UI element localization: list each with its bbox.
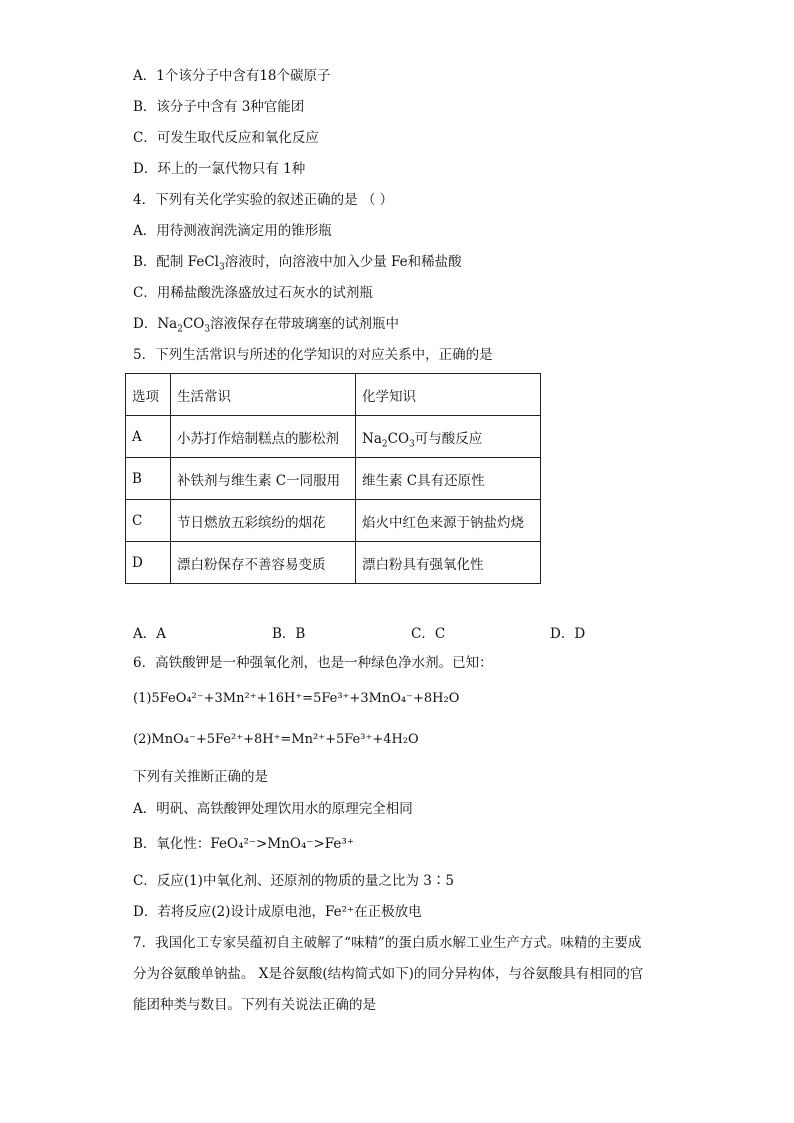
q7-line-1: 7．我国化工专家吴蕴初自主破解了“味精”的蛋白质水解工业生产方式。味精的主要成 (133, 935, 642, 951)
q4-stem: 4．下列有关化学实验的叙述正确的是 （ ） (133, 192, 394, 208)
chem-mid: CO (387, 430, 410, 447)
q4-option-a: A．用待测液润洗滴定用的锥形瓶 (133, 223, 332, 239)
table-row (126, 458, 541, 500)
table-cell-chem (356, 416, 541, 458)
q3-option-c: C．可发生取代反应和氧化反应 (133, 130, 319, 146)
q5-answer-b: B．B (272, 626, 306, 642)
q6-stem: 6．高铁酸钾是一种强氧化剂，也是一种绿色净水剂。已知： (133, 655, 493, 671)
chem-sub2: 3 (409, 439, 415, 450)
q4-b-post: 溶液时，向溶液中加入少量 Fe和稀盐酸 (224, 254, 462, 270)
q4-option-d (133, 315, 399, 333)
table-row (126, 416, 541, 458)
q7-line-3: 能团种类与数目。下列有关说法正确的是 (133, 997, 376, 1013)
table-cell-option: D (126, 542, 171, 584)
q6-ask: 下列有关推断正确的是 (133, 769, 268, 785)
table-row (126, 542, 541, 584)
q5-answer-c: C．C (411, 626, 446, 642)
chem-pre: Na (362, 430, 382, 447)
q4-b-sub: 3 (218, 262, 225, 273)
q4-d-pre: D．Na (133, 316, 178, 332)
q7-line-2: 分为谷氨酸单钠盐。 X是谷氨酸(结构简式如下)的同分异构体，与谷氨酸具有相同的官 (133, 966, 644, 982)
table-header-cell: 化学知识 (356, 374, 541, 416)
q4-d-post: 溶液保存在带玻璃塞的试剂瓶中 (210, 316, 400, 332)
table-cell-life: 补铁剂与维生素 C一同服用 (171, 458, 356, 500)
q5-stem: 5．下列生活常识与所述的化学知识的对应关系中，正确的是 (133, 347, 493, 363)
q4-d-sub1: 2 (177, 324, 183, 335)
table-cell-option: B (126, 458, 171, 500)
table-header-cell: 生活常识 (171, 374, 356, 416)
q3-option-b: B．该分子中含有 3种官能团 (133, 99, 305, 115)
q3-option-a: A．1个该分子中含有18个碳原子 (133, 68, 331, 84)
q6-option-b: B．氧化性：FeO₄²⁻>MnO₄⁻>Fe³⁺ (133, 836, 354, 852)
chem-sub1: 2 (381, 439, 388, 450)
q6-option-a: A．明矾、高铁酸钾处理饮用水的原理完全相同 (133, 801, 413, 817)
q5-table (125, 373, 541, 584)
q4-b-pre: B．配制 FeCl (133, 254, 219, 270)
q4-d-mid: CO (182, 316, 205, 332)
q4-d-sub2: 3 (204, 324, 211, 335)
table-header-row (126, 374, 541, 416)
q6-equation-1: (1)5FeO₄²⁻+3Mn²⁺+16H⁺=5Fe³⁺+3MnO₄⁻+8H₂O (133, 691, 460, 706)
table-cell-chem: 维生素 C具有还原性 (356, 458, 541, 500)
table-cell-life: 节日燃放五彩缤纷的烟花 (171, 500, 356, 542)
q4-option-c: C．用稀盐酸洗涤盛放过石灰水的试剂瓶 (133, 285, 373, 301)
q3-option-d: D．环上的一氯代物只有 1种 (133, 161, 306, 177)
q4-option-b (133, 253, 462, 271)
table-cell-chem: 漂白粉具有强氧化性 (356, 542, 541, 584)
table-cell-chem: 焰火中红色来源于钠盐灼烧 (356, 500, 541, 542)
table-row (126, 500, 541, 542)
q6-equation-2: (2)MnO₄⁻+5Fe²⁺+8H⁺=Mn²⁺+5Fe³⁺+4H₂O (133, 732, 419, 747)
table-cell-option: C (126, 500, 171, 542)
q6-option-d: D．若将反应(2)设计成原电池，Fe²⁺在正极放电 (133, 904, 422, 920)
q5-answer-d: D．D (550, 626, 586, 642)
q6-option-c: C．反应(1)中氧化剂、还原剂的物质的量之比为 3∶5 (133, 873, 454, 889)
table-cell-life: 小苏打作焙制糕点的膨松剂 (171, 416, 356, 458)
chem-post: 可与酸反应 (414, 430, 483, 447)
q5-answer-a: A．A (133, 626, 166, 642)
table-header-cell: 选项 (126, 374, 171, 416)
table-cell-life: 漂白粉保存不善容易变质 (171, 542, 356, 584)
table-cell-option: A (126, 416, 171, 458)
